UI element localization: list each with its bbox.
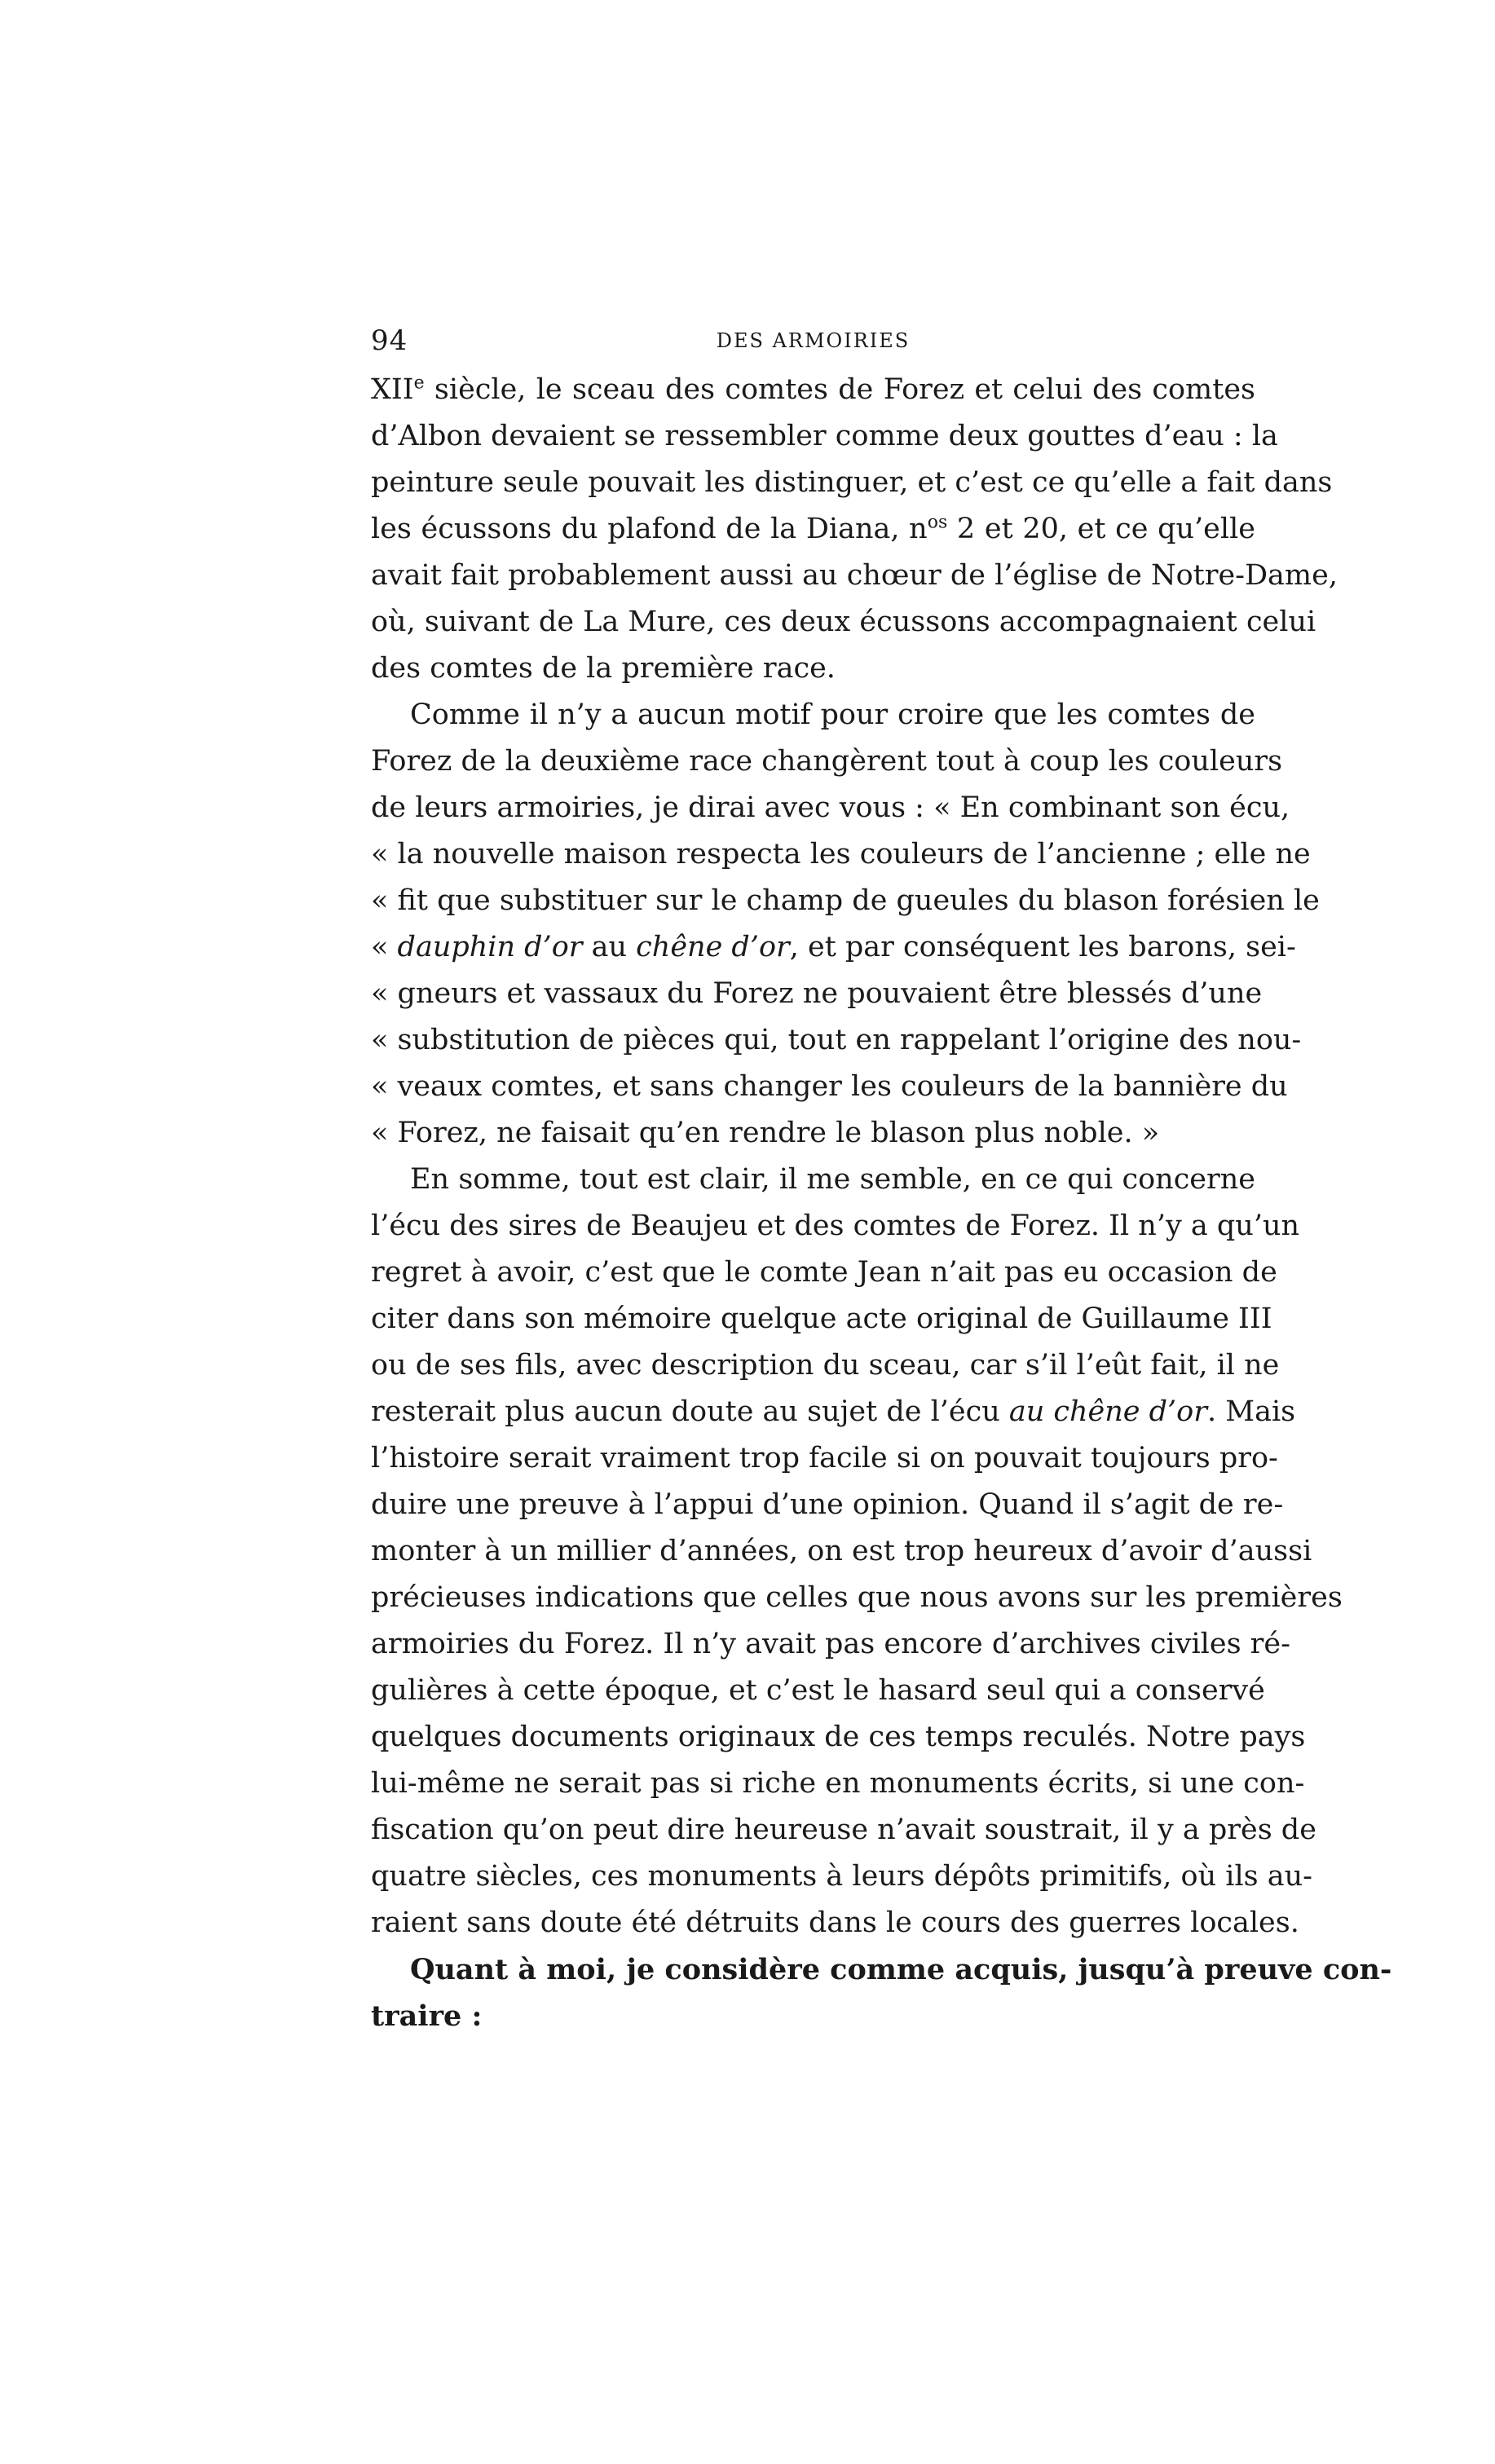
paragraph-start-line: Comme il n’y a aucun motif pour croire que les comtes de xyxy=(410,699,1255,731)
text-line: resterait plus aucun doute au sujet de l’écu au chêne d’or. Mais xyxy=(371,1395,1296,1428)
text-line: avait fait probablement aussi au chœur de l’église de Notre-Dame, xyxy=(371,559,1338,592)
body-text xyxy=(371,367,1392,2039)
running-title: DES ARMOIRIES xyxy=(716,329,911,352)
text-line: quatre siècles, ces monuments à leurs dépôts primitifs, où ils au- xyxy=(371,1860,1312,1893)
quote-line: « dauphin d’or au chêne d’or, et par conséquent les barons, sei- xyxy=(371,931,1296,963)
text-line: citer dans son mémoire quelque acte original de Guillaume III xyxy=(371,1303,1272,1335)
text-line: monter à un millier d’années, on est trop heureux d’avoir d’aussi xyxy=(371,1535,1312,1567)
text-line: de leurs armoiries, je dirai avec vous : « En combinant son écu, xyxy=(371,791,1290,824)
quote-line: « la nouvelle maison respecta les couleurs de l’ancienne ; elle ne xyxy=(371,838,1311,871)
page-number: 94 xyxy=(371,324,408,357)
text-line: traire : xyxy=(371,1999,483,2033)
quote-line: « fit que substituer sur le champ de gueules du blason forésien le xyxy=(371,884,1320,917)
text-line: ou de ses fils, avec description du sceau, car s’il l’eût fait, il ne xyxy=(371,1349,1280,1382)
text-line: quelques documents originaux de ces temps reculés. Notre pays xyxy=(371,1721,1306,1753)
text-line: lui-même ne serait pas si riche en monuments écrits, si une con- xyxy=(371,1767,1305,1800)
quote-line: « gneurs et vassaux du Forez ne pouvaient être blessés d’une xyxy=(371,977,1263,1010)
text-line: l’histoire serait vraiment trop facile si on pouvait toujours pro- xyxy=(371,1442,1278,1474)
text-line: l’écu des sires de Beaujeu et des comtes de Forez. Il n’y a qu’un xyxy=(371,1210,1300,1242)
quote-line: « substitution de pièces qui, tout en rappelant l’origine des nou- xyxy=(371,1024,1302,1056)
quote-line: « Forez, ne faisait qu’en rendre le blason plus noble. » xyxy=(371,1117,1160,1149)
text-line: XIIe siècle, le sceau des comtes de Forez et celui des comtes xyxy=(371,372,1255,406)
page-header xyxy=(371,324,1255,357)
text-line: fiscation qu’on peut dire heureuse n’avait soustrait, il y a près de xyxy=(371,1814,1316,1846)
text-line: raient sans doute été détruits dans le cours des guerres locales. xyxy=(371,1906,1299,1939)
text-line: Forez de la deuxième race changèrent tout à coup les couleurs xyxy=(371,745,1283,778)
text-line: où, suivant de La Mure, ces deux écussons accompagnaient celui xyxy=(371,606,1316,638)
text-line: peinture seule pouvait les distinguer, et c’est ce qu’elle a fait dans xyxy=(371,466,1333,499)
text-line: duire une preuve à l’appui d’une opinion. Quand il s’agit de re- xyxy=(371,1488,1284,1521)
quote-line: « veaux comtes, et sans changer les couleurs de la bannière du xyxy=(371,1070,1288,1103)
text-line: gulières à cette époque, et c’est le hasard seul qui a conservé xyxy=(371,1674,1265,1707)
text-line: des comtes de la première race. xyxy=(371,652,836,685)
text-line: regret à avoir, c’est que le comte Jean n’ait pas eu occasion de xyxy=(371,1256,1277,1289)
paragraph-start-line: Quant à moi, je considère comme acquis, jusqu’à preuve con- xyxy=(410,1953,1392,1986)
text-line: précieuses indications que celles que nous avons sur les premières xyxy=(371,1581,1343,1614)
text-line: armoiries du Forez. Il n’y avait pas encore d’archives civiles ré- xyxy=(371,1628,1290,1660)
text-line: d’Albon devaient se ressembler comme deux gouttes d’eau : la xyxy=(371,420,1278,452)
text-line: les écussons du plafond de la Diana, $n^{os}$ 2 et 20, et ce qu’elle xyxy=(371,512,1255,545)
paragraph-start-line: En somme, tout est clair, il me semble, en ce qui concerne xyxy=(410,1163,1255,1196)
